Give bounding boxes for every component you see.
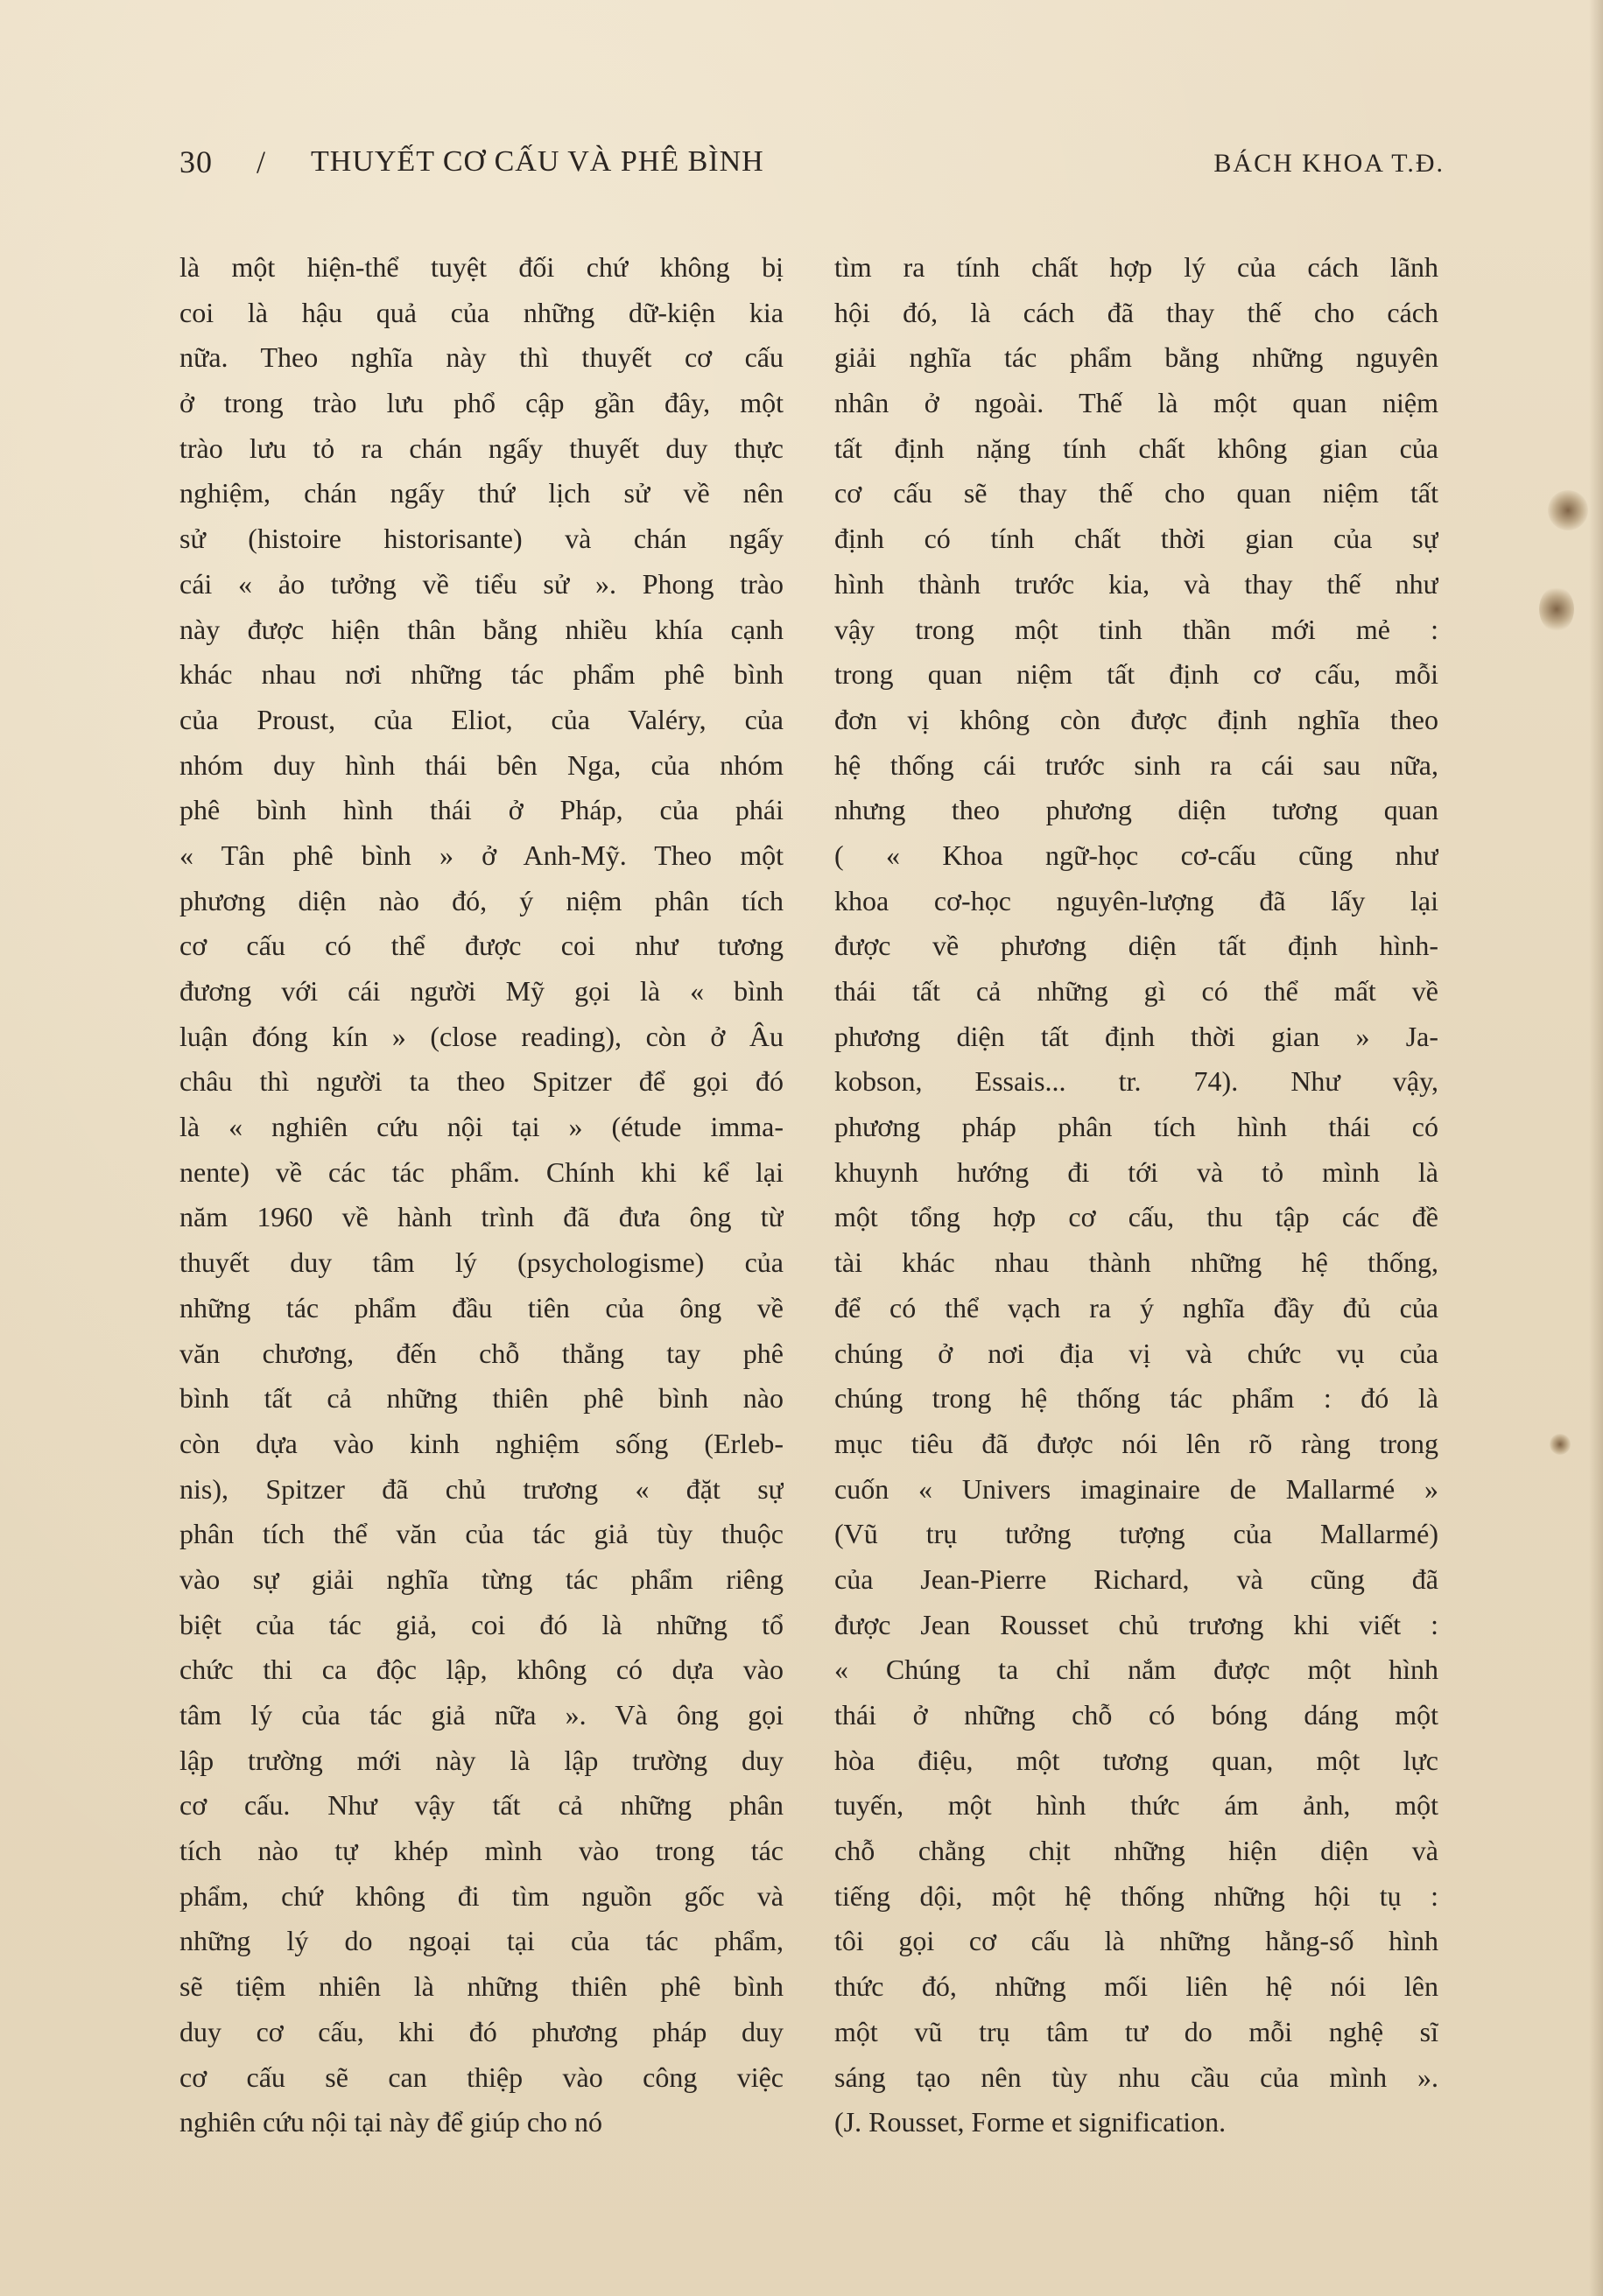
- text-line: cơ cấu có thể được coi như tương: [179, 930, 784, 962]
- text-line: cơ cấu. Như vậy tất cả những phân: [179, 1789, 784, 1822]
- journal-name: BÁCH KHOA T.Đ.: [1213, 149, 1445, 178]
- text-line: (J. Rousset, Forme et signification.: [834, 2106, 1227, 2138]
- text-line: nhưng theo phương diện tương quan: [834, 794, 1438, 826]
- running-header: [179, 140, 1445, 193]
- text-line: thức đó, những mối liên hệ nói lên: [834, 1970, 1438, 2003]
- text-line: giải nghĩa tác phẩm bằng những nguyên: [834, 341, 1438, 374]
- left-text-column: [179, 245, 784, 2145]
- text-line: một vũ trụ tâm tư do mỗi nghệ sĩ: [834, 2015, 1438, 2047]
- paper-stain: [1539, 586, 1574, 632]
- text-line: châu thì người ta theo Spitzer để gọi đó: [179, 1065, 784, 1098]
- text-line: này được hiện thân bằng nhiều khía cạnh: [179, 613, 784, 645]
- text-line: coi là hậu quả của những dữ-kiện kia: [179, 296, 784, 328]
- text-line: những tác phẩm đầu tiên của ông về: [179, 1291, 784, 1324]
- text-line: biệt của tác giả, coi đó là những tổ: [179, 1608, 784, 1640]
- text-line: để có thể vạch ra ý nghĩa đầy đủ của: [834, 1291, 1438, 1324]
- text-line: thuyết duy tâm lý (psychologisme) của: [179, 1246, 784, 1279]
- text-line: là một hiện-thể tuyệt đối chứ không bị: [179, 251, 784, 283]
- text-line: còn dựa vào kinh nghiệm sống (Erleb-: [179, 1427, 784, 1459]
- text-line: một tổng hợp cơ cấu, thu tập các đề: [834, 1201, 1438, 1233]
- text-line: tuyến, một hình thức ám ảnh, một: [834, 1789, 1438, 1822]
- text-line: cuốn « Univers imaginaire de Mallarmé »: [834, 1472, 1438, 1505]
- text-line: vào sự giải nghĩa từng tác phẩm riêng: [179, 1562, 784, 1595]
- text-line: sẽ tiệm nhiên là những thiên phê bình: [179, 1970, 784, 2003]
- text-line: phương pháp phân tích hình thái có: [834, 1111, 1438, 1143]
- text-line: thái ở những chỗ có bóng dáng một: [834, 1699, 1438, 1731]
- text-line: « Tân phê bình » ở Anh-Mỹ. Theo một: [179, 839, 784, 871]
- text-line: phân tích thể văn của tác giả tùy thuộc: [179, 1518, 784, 1550]
- text-line: « Chúng ta chỉ nắm được một hình: [834, 1654, 1438, 1686]
- text-line: tích nào tự khép mình vào trong tác: [179, 1835, 784, 1867]
- page-number: 30: [179, 144, 213, 179]
- text-line: của Proust, của Eliot, của Valéry, của: [179, 703, 784, 735]
- text-line: nhóm duy hình thái bên Nga, của nhóm: [179, 748, 784, 781]
- text-line: khác nhau nơi những tác phẩm phê bình: [179, 658, 784, 691]
- text-line: được về phương diện tất định hình-: [834, 930, 1438, 962]
- text-line: nis), Spitzer đã chủ trương « đặt sự: [179, 1472, 784, 1505]
- text-line: định có tính chất thời gian của sự: [834, 523, 1438, 555]
- header-separator: /: [257, 144, 266, 179]
- text-line: là « nghiên cứu nội tại » (étude imma-: [179, 1111, 784, 1143]
- text-line: nghiệm, chán ngấy thứ lịch sử về nên: [179, 477, 784, 509]
- text-line: tôi gọi cơ cấu là những hằng-số hình: [834, 1925, 1438, 1957]
- text-line: hình thành trước kia, và thay thế như: [834, 567, 1438, 600]
- text-line: trong quan niệm tất định cơ cấu, mỗi: [834, 658, 1438, 691]
- text-line: văn chương, đến chỗ thẳng tay phê: [179, 1337, 784, 1369]
- page-edge-shadow: [1589, 0, 1603, 2296]
- text-line: tiếng dội, một hệ thống những hội tụ :: [834, 1879, 1438, 1912]
- text-line: chúng ở nơi địa vị và chức vụ của: [834, 1337, 1438, 1369]
- text-line: khuynh hướng đi tới và tỏ mình là: [834, 1155, 1438, 1188]
- paper-stain: [1550, 1434, 1571, 1455]
- text-line: hội đó, là cách đã thay thế cho cách: [834, 296, 1438, 328]
- text-line: khoa cơ-học nguyên-lượng đã lấy lại: [834, 884, 1438, 916]
- text-line: được Jean Rousset chủ trương khi viết :: [834, 1608, 1438, 1640]
- text-line: chỗ chằng chịt những hiện diện và: [834, 1835, 1438, 1867]
- text-line: phương diện tất định thời gian » Ja-: [834, 1020, 1438, 1052]
- right-text-column: [834, 245, 1438, 2145]
- text-line: ở trong trào lưu phổ cập gần đây, một: [179, 387, 784, 419]
- text-line: nente) về các tác phẩm. Chính khi kể lại: [179, 1155, 784, 1188]
- text-line: phê bình hình thái ở Pháp, của phái: [179, 794, 784, 826]
- text-line: duy cơ cấu, khi đó phương pháp duy: [179, 2015, 784, 2047]
- text-line: nữa. Theo nghĩa này thì thuyết cơ cấu: [179, 341, 784, 374]
- text-line: trào lưu tỏ ra chán ngấy thuyết duy thực: [179, 432, 784, 464]
- text-line: luận đóng kín » (close reading), còn ở Âu: [179, 1020, 784, 1052]
- text-line: phương diện nào đó, ý niệm phân tích: [179, 884, 784, 916]
- text-line: hòa điệu, một tương quan, một lực: [834, 1744, 1438, 1776]
- text-line: nhân ở ngoài. Thế là một quan niệm: [834, 387, 1438, 419]
- text-line: cơ cấu sẽ thay thế cho quan niệm tất: [834, 477, 1438, 509]
- text-line: sử (histoire historisante) và chán ngấy: [179, 523, 784, 555]
- text-line: vậy trong một tinh thần mới mẻ :: [834, 613, 1438, 645]
- text-line: năm 1960 về hành trình đã đưa ông từ: [179, 1201, 784, 1233]
- text-line: tâm lý của tác giả nữa ». Và ông gọi: [179, 1699, 784, 1731]
- text-line: phẩm, chứ không đi tìm nguồn gốc và: [179, 1879, 784, 1912]
- text-line: đương với cái người Mỹ gọi là « bình: [179, 975, 784, 1007]
- text-line: chúng trong hệ thống tác phẩm : đó là: [834, 1382, 1438, 1415]
- paper-stain: [1548, 490, 1588, 530]
- text-line: tìm ra tính chất hợp lý của cách lãnh: [834, 251, 1438, 283]
- text-line: sáng tạo nên tùy nhu cầu của mình ».: [834, 2061, 1438, 2093]
- text-line: những lý do ngoại tại của tác phẩm,: [179, 1925, 784, 1957]
- text-line: tất định nặng tính chất không gian của: [834, 432, 1438, 464]
- text-line: lập trường mới này là lập trường duy: [179, 1744, 784, 1776]
- text-line: cơ cấu sẽ can thiệp vào công việc: [179, 2061, 784, 2093]
- text-line: cái « ảo tưởng về tiểu sử ». Phong trào: [179, 567, 784, 600]
- text-line: của Jean-Pierre Richard, và cũng đã: [834, 1562, 1438, 1595]
- article-title: THUYẾT CƠ CẤU VÀ PHÊ BÌNH: [311, 145, 764, 178]
- text-line: ( « Khoa ngữ-học cơ-cấu cũng như: [834, 839, 1438, 871]
- text-line: tài khác nhau thành những hệ thống,: [834, 1246, 1438, 1279]
- text-line: (Vũ trụ tưởng tượng của Mallarmé): [834, 1518, 1438, 1550]
- text-line: bình tất cả những thiên phê bình nào: [179, 1382, 784, 1415]
- text-line: hệ thống cái trước sinh ra cái sau nữa,: [834, 748, 1438, 781]
- text-line: mục tiêu đã được nói lên rõ ràng trong: [834, 1427, 1438, 1459]
- text-line: chức thi ca độc lập, không có dựa vào: [179, 1654, 784, 1686]
- text-line: đơn vị không còn được định nghĩa theo: [834, 703, 1438, 735]
- text-line: nghiên cứu nội tại này để giúp cho nó: [179, 2106, 603, 2138]
- text-line: thái tất cả những gì có thể mất về: [834, 975, 1438, 1007]
- text-line: kobson, Essais... tr. 74). Như vậy,: [834, 1065, 1438, 1098]
